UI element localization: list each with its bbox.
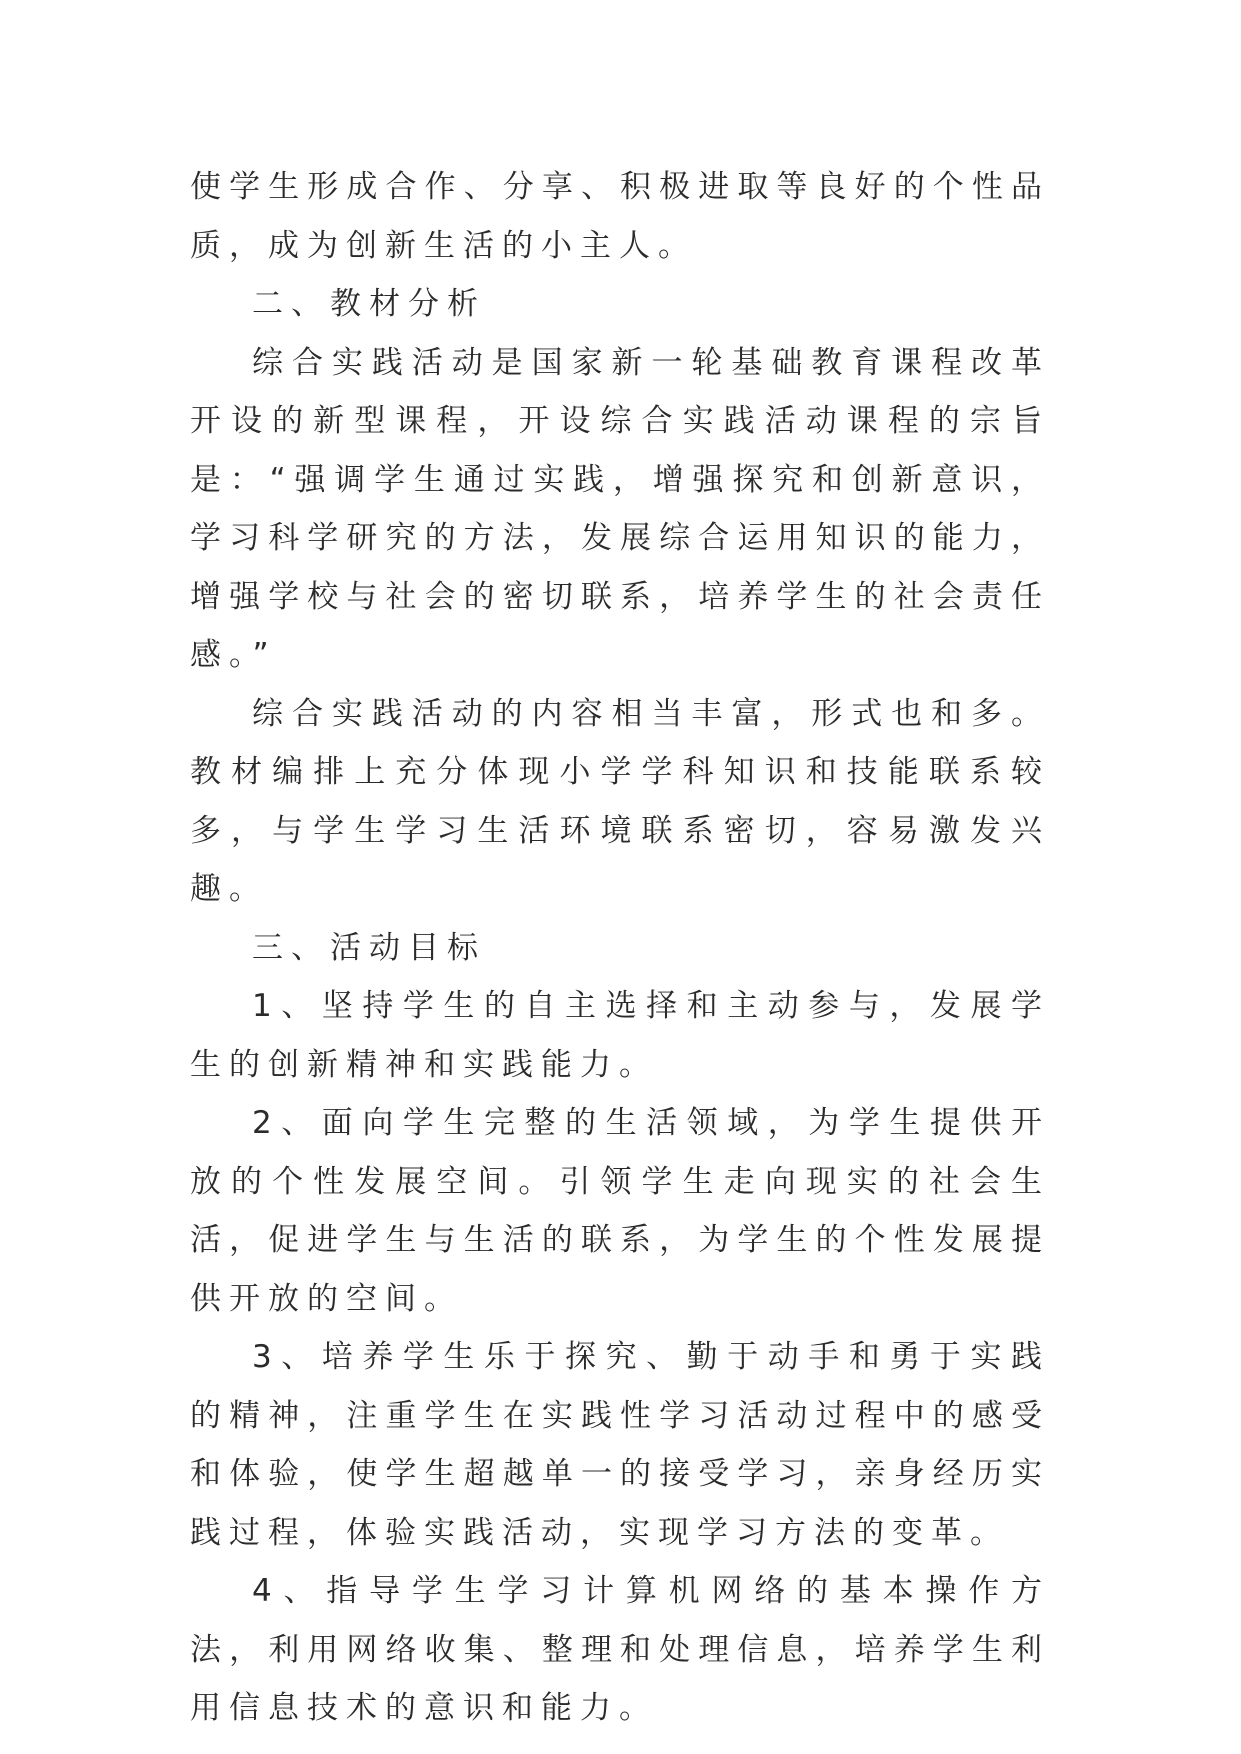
goal-item-2: 2、面向学生完整的生活领域，为学生提供开放的个性发展空间。引领学生走向现实的社会生活，促进学生与生活的联系，为学生的个性发展提供开放的空间。 — [190, 1105, 1050, 1317]
goal-item-1: 1、坚持学生的自主选择和主动参与，发展学生的创新精神和实践能力。 — [190, 988, 1050, 1083]
section-heading-textbook-analysis: 二、教材分析 — [252, 286, 486, 322]
document-body — [190, 158, 1050, 1738]
paragraph-continuation: 使学生形成合作、分享、积极进取等良好的个性品质，成为创新生活的小主人。 — [190, 169, 1050, 264]
paragraph-course-content: 综合实践活动的内容相当丰富，形式也和多。教材编排上充分体现小学学科知识和技能联系较多，与学生学习生活环境联系密切，容易激发兴趣。 — [190, 695, 1050, 907]
goal-item-4: 4、指导学生学习计算机网络的基本操作方法，利用网络收集、整理和处理信息，培养学生利用信息技术的意识和能力。 — [190, 1573, 1050, 1726]
section-heading-activity-goals: 三、活动目标 — [252, 929, 486, 966]
paragraph-course-purpose: 综合实践活动是国家新一轮基础教育课程改革开设的新型课程，开设综合实践活动课程的宗旨是：“强调学生通过实践，增强探究和创新意识，学习科学研究的方法，发展综合运用知识的能力，增强学校与社会的密切联系，培养学生的社会责任感。” — [190, 344, 1050, 673]
goal-item-3: 3、培养学生乐于探究、勤于动手和勇于实践的精神，注重学生在实践性学习活动过程中的感受和体验，使学生超越单一的接受学习，亲身经历实践过程，体验实践活动，实现学习方法的变革。 — [190, 1339, 1050, 1551]
